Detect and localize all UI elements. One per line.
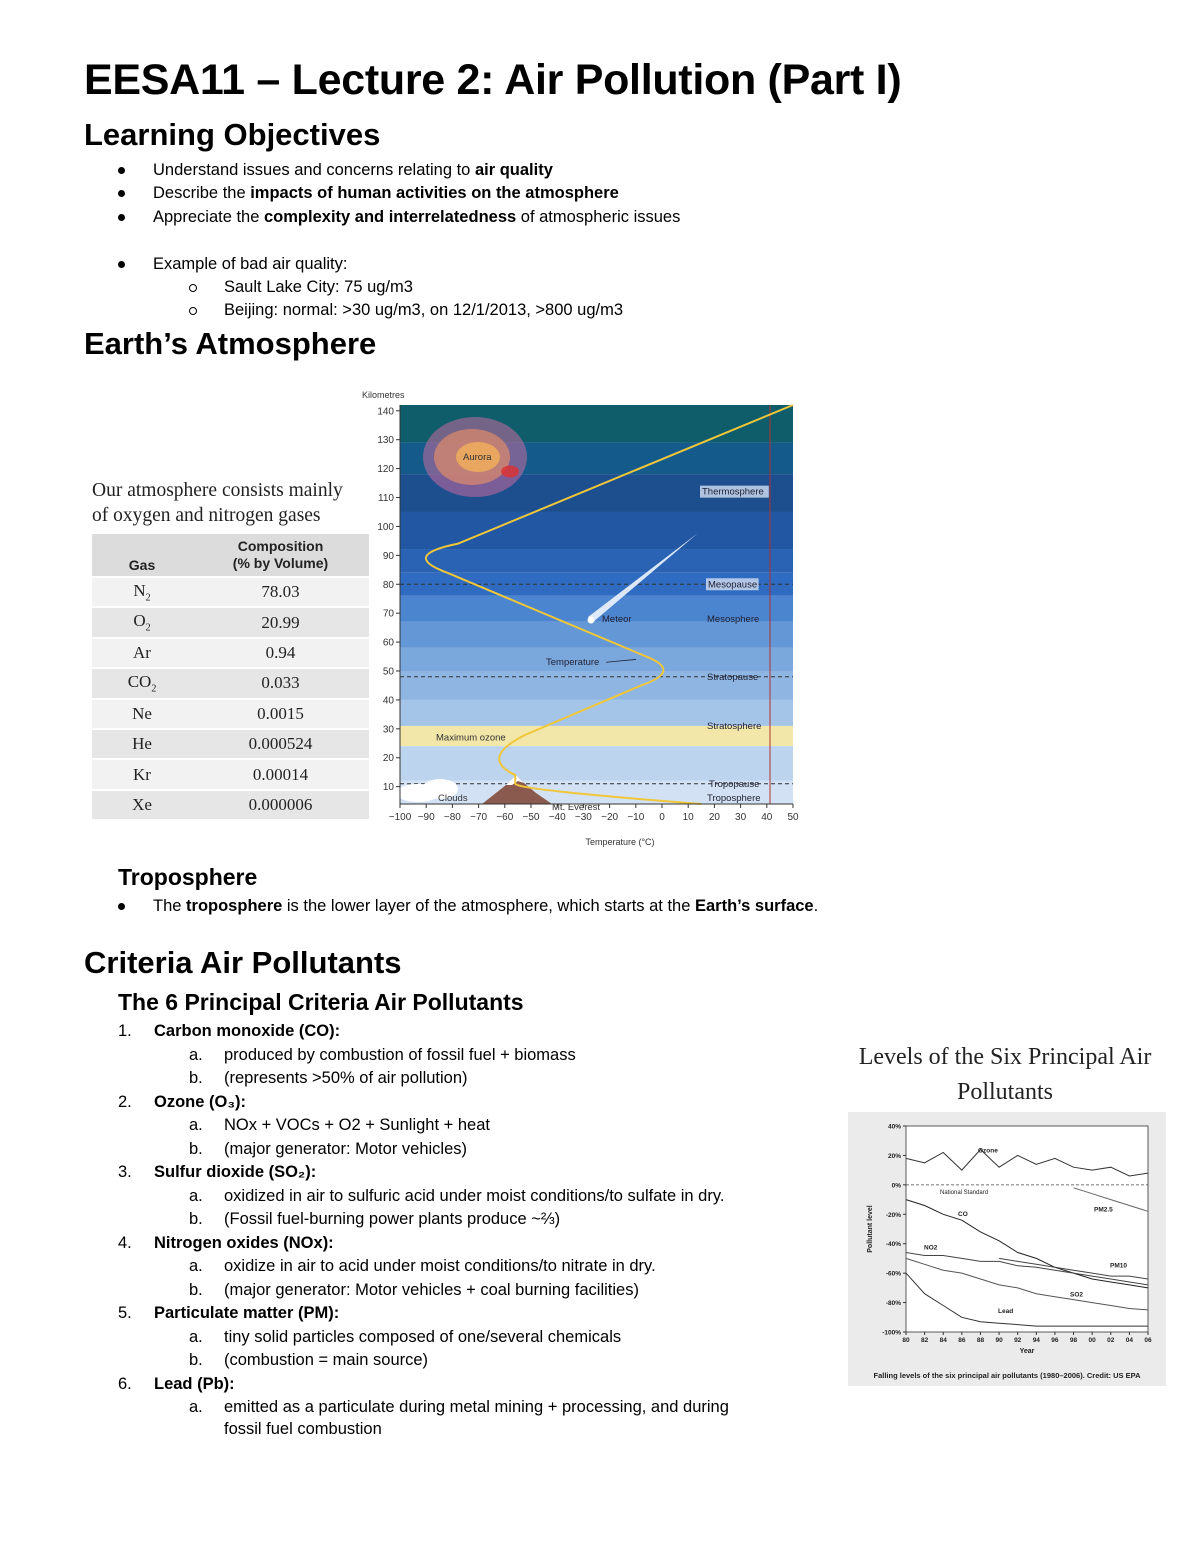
pollutant-detail: (combustion = main source) [224,1351,429,1369]
series-label: NO2 [924,1244,938,1252]
pollutant-detail: emitted as a particulate during metal mining + processing, and during [224,1398,729,1416]
y-axis-unit: Kilometres [362,390,405,400]
y-tick-label: 50 [382,666,394,678]
y-tick-label: 120 [377,464,394,476]
x-tick-label: 82 [920,1337,929,1344]
pollutant-chart [848,1112,1166,1374]
example-sub-item: Beijing: normal: >30 ug/m3, on 12/1/2013, >800 ug/m3 [224,301,624,319]
troposphere-heading: Troposphere [118,864,258,890]
pollutant-name: Lead (Pb): [154,1374,235,1393]
label-mt-everest: Mt. Everest [552,802,601,813]
x-tick-label: 98 [1069,1337,1078,1344]
layer-label-stratosphere: Stratosphere [707,720,762,732]
x-tick-label: 92 [1014,1337,1022,1344]
x-tick-label: 84 [939,1337,947,1344]
series-label: CO [958,1210,968,1218]
pollutant-detail: (major generator: Motor vehicles) [224,1139,468,1158]
list-number: 2. [118,1092,132,1111]
x-tick-label: 40 [761,812,773,823]
pollutant-detail: oxidized in air to sulfuric acid under moist conditions/to sulfate in dry. [224,1186,725,1205]
x-tick-label: −100 [388,812,412,823]
meteor-icon [588,617,595,624]
pollutant-name: Nitrogen oxides (NOx): [154,1233,334,1252]
layer-label-troposphere: Troposphere [707,793,761,805]
pollutant-detail: tiny solid particles composed of one/several chemicals [224,1327,622,1346]
pollutant-name: Particulate matter (PM): [154,1304,340,1322]
atmosphere-heading: Earth’s Atmosphere [84,326,377,361]
y-tick-label: 40 [382,695,394,707]
learning-objectives-heading: Learning Objectives [84,117,381,152]
pollutant-detail: (major generator: Motor vehicles + coal burning facilities) [224,1280,639,1299]
y-tick-label: -40% [885,1241,901,1249]
pollutant-detail: (Fossil fuel-burning power plants produce ~⅔) [224,1210,561,1228]
reference-line-label: National Standard [940,1189,989,1196]
table-row: Ar 0.94 [92,638,369,668]
x-tick-label: 04 [1125,1337,1134,1344]
gas-table-caption: Our atmosphere consists mainly of oxygen and nitrogen gases [92,480,343,526]
list-letter: b. [189,1351,203,1369]
x-tick-label: −20 [601,812,619,823]
list-letter: b. [189,1069,203,1087]
bullet-icon [118,261,125,268]
table-row: Kr 0.00014 [92,759,369,789]
learning-objective-item: Understand issues and concerns relating to air quality [153,161,553,179]
y-tick-label: -20% [885,1211,901,1219]
x-axis-label: Year [1019,1348,1035,1355]
list-letter: a. [189,1398,203,1416]
y-tick-label: 60 [382,637,394,649]
y-tick-label: 110 [378,493,394,505]
page-title: EESA11 – Lecture 2: Air Pollution (Part I) [84,56,902,104]
x-tick-label: 88 [976,1337,985,1344]
table-row: $O_2$ 20.99 [92,607,369,637]
atmosphere-band [400,550,793,573]
x-tick-label: −70 [470,812,488,823]
layer-label-thermosphere: Thermosphere [702,486,764,498]
pollutant-chart-caption: Falling levels of the six principal air pollutants (1980–2006). Credit: US EPA [873,1371,1141,1380]
y-tick-label: 0% [891,1182,901,1190]
x-tick-label: 50 [787,812,799,823]
x-tick-label: 94 [1032,1337,1040,1344]
x-tick-label: 00 [1088,1337,1096,1344]
label-aurora: Aurora [463,451,492,463]
layer-label-tropopause: Tropopause [709,778,760,790]
list-letter: a. [189,1257,203,1275]
troposphere-definition: The troposphere is the lower layer of the atmosphere, which starts at the Earth’s surface. [153,897,819,915]
list-letter: a. [189,1327,203,1346]
y-tick-label: -80% [885,1300,901,1308]
x-tick-label: 06 [1144,1337,1152,1344]
list-number: 1. [118,1022,132,1040]
bullet-icon [118,903,125,910]
x-tick-label: −10 [627,812,645,823]
y-tick-label: 40% [887,1123,901,1131]
y-tick-label: -60% [885,1270,901,1278]
atmosphere-band [400,746,793,781]
series-label: PM2.5 [1094,1206,1113,1214]
x-tick-label: 30 [735,812,747,823]
list-number: 3. [118,1163,132,1181]
example-sub-item: Sault Lake City: 75 ug/m3 [224,278,413,296]
label-maximum-ozone: Maximum ozone [436,732,506,744]
y-tick-label: 20% [887,1152,901,1160]
list-letter: a. [189,1116,203,1134]
learning-objective-item: Describe the impacts of human activities on the atmosphere [153,184,619,202]
label-temperature: Temperature [546,657,600,669]
x-tick-label: −30 [574,812,592,823]
bullet-icon [118,190,125,197]
y-tick-label: 30 [382,724,394,736]
table-row: $N_2$ 78.03 [92,577,369,607]
list-number: 4. [118,1233,132,1252]
x-tick-label: 10 [682,812,694,823]
list-letter: a. [189,1045,203,1064]
x-tick-label: 02 [1107,1337,1115,1344]
layer-label-mesopause: Mesopause [708,579,758,591]
pollutant-detail: NOx + VOCs + O2 + Sunlight + heat [224,1116,490,1134]
criteria-heading: Criteria Air Pollutants [84,945,402,980]
example-item: Example of bad air quality: [153,255,348,273]
y-tick-label: 140 [377,406,394,418]
x-tick-label: 0 [659,812,665,823]
learning-objective-item: Appreciate the complexity and interrelatedness of atmospheric issues [153,208,681,226]
y-tick-label: -100% [882,1329,901,1337]
y-tick-label: 70 [382,608,394,620]
y-tick-label: 80 [382,579,394,591]
series-label: Lead [998,1307,1014,1315]
x-tick-label: 80 [902,1337,910,1344]
x-tick-label: 20 [708,812,720,823]
x-axis-label: Temperature (°C) [585,837,655,847]
x-tick-label: −40 [548,812,566,823]
series-label: Ozone [978,1147,998,1155]
y-tick-label: 20 [382,753,394,765]
list-number: 6. [118,1374,132,1393]
y-tick-label: 130 [377,435,394,447]
list-letter: b. [189,1280,203,1299]
list-letter: b. [189,1139,203,1158]
series-label: PM10 [1110,1262,1127,1270]
list-letter: a. [189,1186,203,1205]
sub-bullet-icon [189,307,197,315]
pollutant-name: Carbon monoxide (CO): [154,1022,341,1040]
x-tick-label: 86 [958,1337,966,1344]
x-tick-label: −60 [496,812,514,823]
atmosphere-diagram [360,385,810,855]
x-tick-label: 90 [995,1337,1003,1344]
sub-bullet-icon [189,284,197,292]
y-tick-label: 10 [382,782,394,794]
pollutant-detail: oxidize in air to acid under moist conditions/to nitrate in dry. [224,1257,656,1275]
bullet-icon [118,214,125,221]
list-letter: b. [189,1210,203,1228]
x-tick-label: 96 [1051,1337,1059,1344]
x-tick-label: −50 [522,812,540,823]
x-tick-label: −80 [443,812,461,823]
table-row: $CO_2$ 0.033 [92,668,369,698]
gas-composition-table [92,534,369,819]
pollutant-detail: fossil fuel combustion [224,1419,382,1438]
table-row: Ne 0.0015 [92,699,369,729]
layer-label-mesosphere: Mesosphere [707,613,760,625]
pollutant-detail: (represents >50% of air pollution) [224,1069,468,1087]
composition-column-header: Composition (% by Volume) [192,534,369,577]
x-tick-label: −90 [417,812,435,823]
bullet-icon [118,167,125,174]
table-row: He 0.000524 [92,729,369,759]
criteria-subheading: The 6 Principal Criteria Air Pollutants [118,989,524,1015]
label-meteor: Meteor [602,613,632,625]
pollutant-name: Sulfur dioxide (SO₂): [154,1163,317,1181]
gas-column-header: Gas [92,534,192,577]
y-axis-label: Pollutant level [867,1205,874,1253]
y-tick-label: 100 [377,521,394,533]
plot-area [906,1126,1148,1332]
list-number: 5. [118,1304,132,1322]
series-label: SO2 [1070,1291,1084,1299]
y-tick-label: 90 [382,550,394,562]
layer-label-stratopause: Stratopause [707,671,759,683]
pollutant-chart-title: Levels of the Six Principal Air Pollutants [858,1044,1152,1105]
pollutant-name: Ozone (O₃): [154,1092,246,1111]
table-row: Xe 0.000006 [92,790,369,819]
pollutant-detail: produced by combustion of fossil fuel + biomass [224,1045,576,1064]
label-clouds: Clouds [438,793,468,805]
